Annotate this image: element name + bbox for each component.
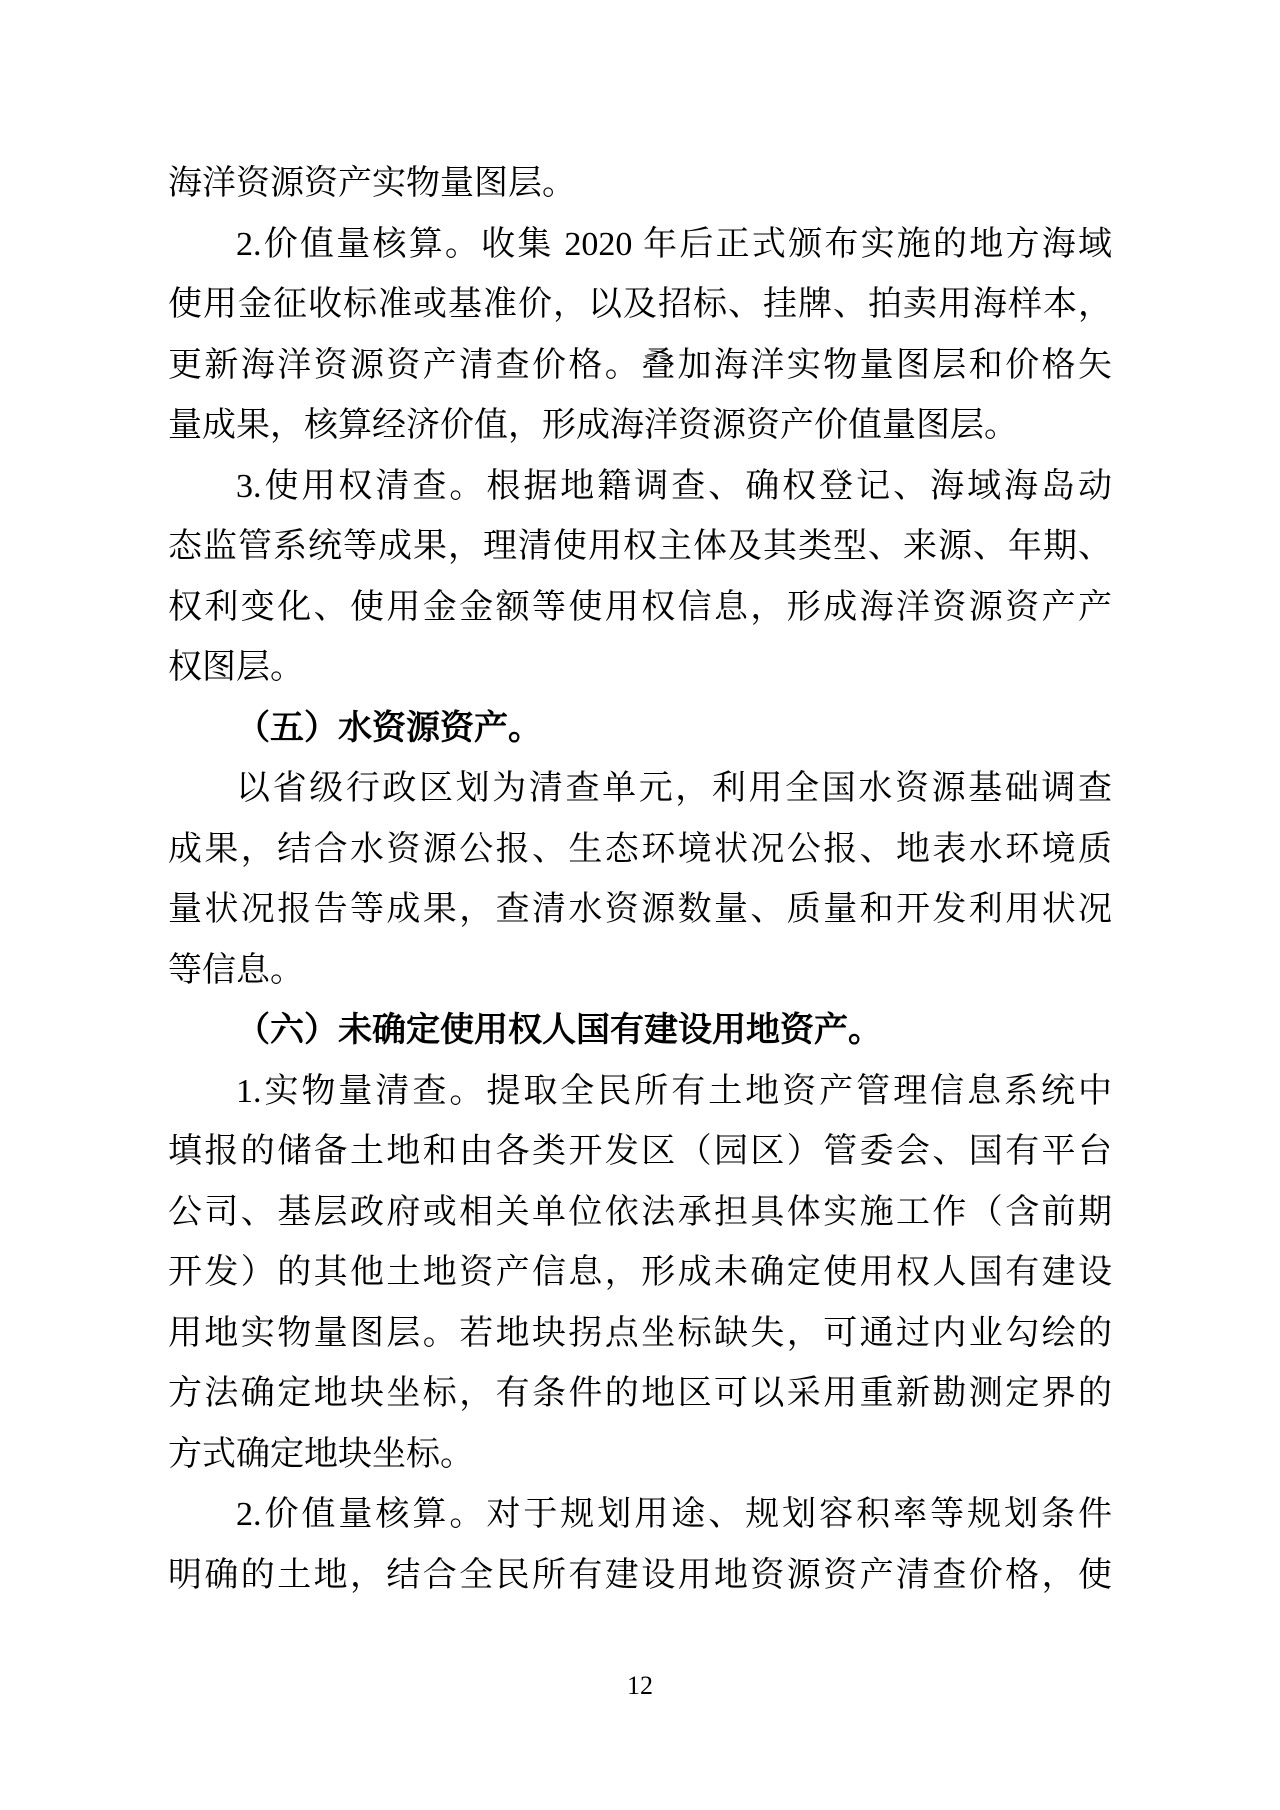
paragraph-line: 开发）的其他土地资产信息，形成未确定使用权人国有建设	[168, 1254, 1112, 1291]
paragraph-line: 1.实物量清查。提取全民所有土地资产管理信息系统中	[236, 1072, 1112, 1110]
paragraph-line: 等信息。	[168, 951, 304, 989]
paragraph-line: 权图层。	[168, 649, 304, 686]
paragraph-line: 更新海洋资源资产清查价格。叠加海洋实物量图层和价格矢	[168, 346, 1112, 384]
section-heading: （六）未确定使用权人国有建设用地资产。	[236, 1012, 882, 1049]
paragraph-line: 用地实物量图层。若地块拐点坐标缺失，可通过内业勾绘的	[168, 1314, 1112, 1352]
paragraph-line: 方法确定地块坐标，有条件的地区可以采用重新勘测定界的	[168, 1375, 1112, 1412]
paragraph-line: 明确的土地，结合全民所有建设用地资源资产清查价格，使	[168, 1556, 1112, 1594]
paragraph-line: 成果，结合水资源公报、生态环境状况公报、地表水环境质	[168, 830, 1112, 868]
paragraph-line: 公司、基层政府或相关单位依法承担具体实施工作（含前期	[168, 1193, 1112, 1231]
paragraph-line: 以省级行政区划为清查单元，利用全国水资源基础调查	[236, 770, 1112, 807]
paragraph-line: 2.价值量核算。收集 2020 年后正式颁布实施的地方海域	[236, 225, 1112, 263]
page-number: 12	[627, 1671, 653, 1700]
paragraph-line: 海洋资源资产实物量图层。	[168, 165, 576, 202]
paragraph-line: 使用金征收标准或基准价，以及招标、挂牌、拍卖用海样本，	[168, 286, 1112, 323]
paragraph-line: 3.使用权清查。根据地籍调查、确权登记、海域海岛动	[236, 467, 1112, 505]
paragraph-line: 填报的储备土地和由各类开发区（园区）管委会、国有平台	[168, 1133, 1112, 1170]
section-heading: （五）水资源资产。	[236, 709, 542, 747]
paragraph-line: 态监管系统等成果，理清使用权主体及其类型、来源、年期、	[168, 528, 1112, 565]
paragraph-line: 2.价值量核算。对于规划用途、规划容积率等规划条件	[236, 1496, 1112, 1533]
paragraph-line: 量成果，核算经济价值，形成海洋资源资产价值量图层。	[168, 407, 1018, 444]
paragraph-line: 方式确定地块坐标。	[168, 1435, 474, 1473]
document-body	[168, 154, 1112, 1606]
paragraph-line: 权利变化、使用金金额等使用权信息，形成海洋资源资产产	[168, 588, 1112, 626]
paragraph-line: 量状况报告等成果，查清水资源数量、质量和开发利用状况	[168, 891, 1112, 928]
